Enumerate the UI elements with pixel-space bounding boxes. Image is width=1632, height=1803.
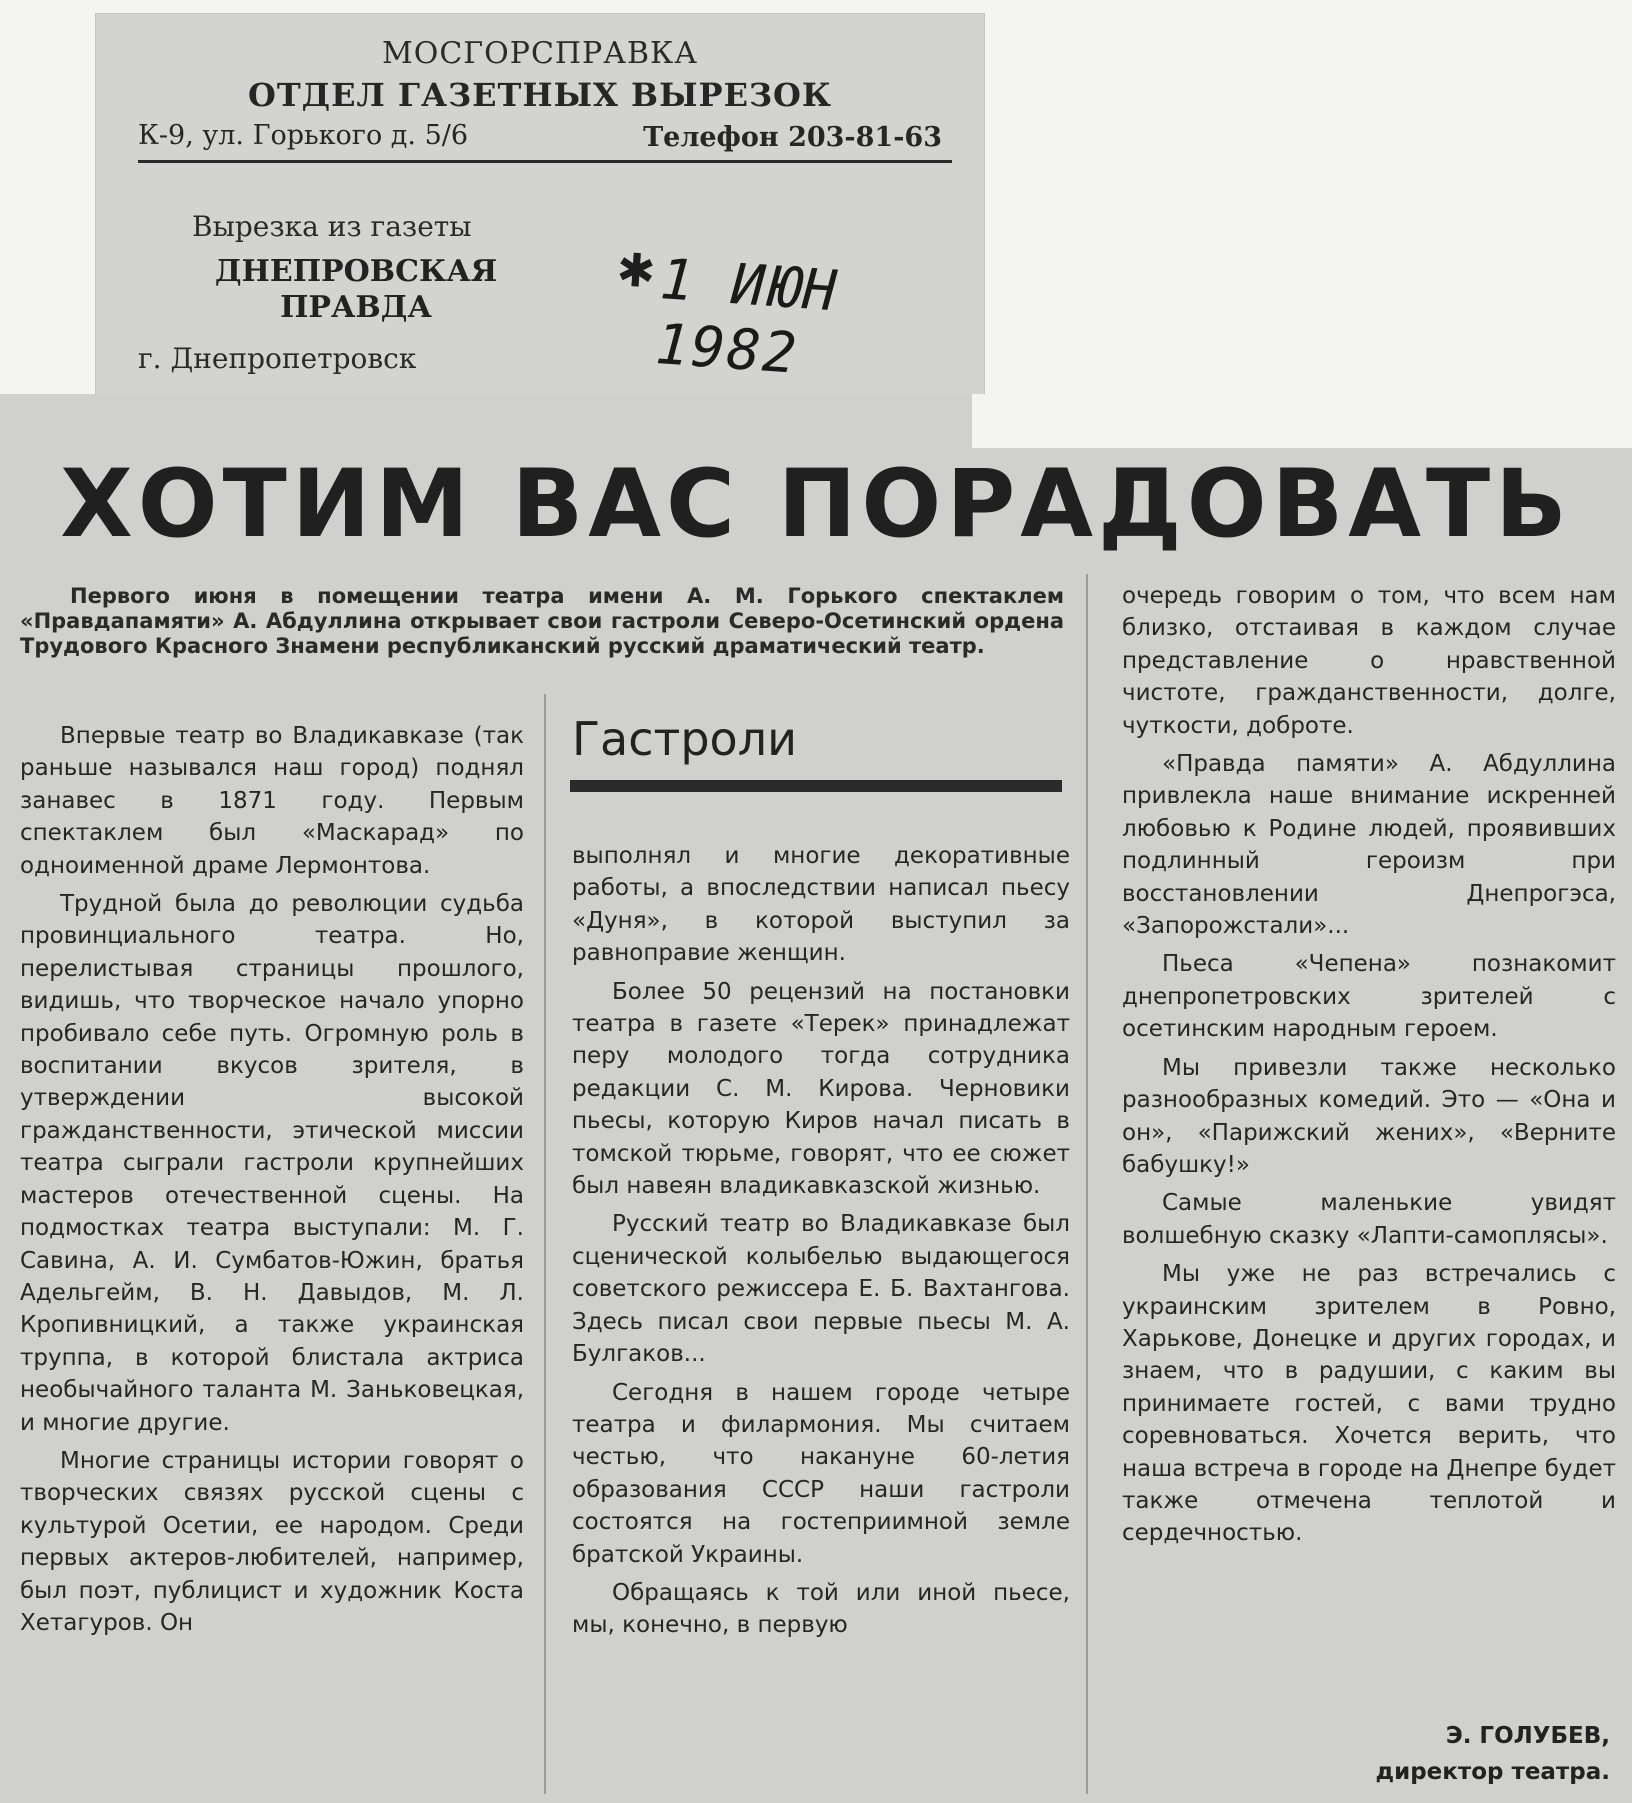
rubric-bar — [570, 780, 1062, 792]
paragraph: Пьеса «Чепена» познакомит днепропетровских зрителей с осетинским народным героем. — [1122, 951, 1616, 1043]
label-newspaper: ДНЕПРОВСКАЯ ПРАВДА — [214, 254, 498, 325]
paragraph: Впервые театр во Владикавказе (так раньше назывался наш город) поднял занавес в 1871 году. Первым спектаклем был «Маскарад» по одноименной драме Лермонтова. — [20, 723, 524, 879]
paragraph: Многие страницы истории говорят о творческих связях русской сцены с культурой Осетии, ее народом. Среди первых актеров-любителей, например, был поэт, публицист и художник Коста Хетагуров. Он — [20, 1447, 524, 1636]
paragraph: Сегодня в нашем городе четыре театра и филармония. Мы считаем честью, что накануне 60-летия образования СССР наши гастроли состоятся на гостеприимной земле братской Украины. — [572, 1379, 1070, 1568]
label-slip — [96, 14, 984, 394]
author-title: директор театра. — [1375, 1759, 1610, 1785]
star-icon: ✱ — [614, 242, 658, 299]
paragraph: Обращаясь к той или иной пьесе, мы, конечно, в первую — [572, 1579, 1070, 1639]
rubric-title: Гастроли — [572, 712, 797, 766]
article-column-1 — [20, 720, 524, 1645]
column-divider — [1086, 574, 1088, 1794]
stamp-date: 1 ИЮН 1982 — [653, 247, 841, 387]
label-address: К-9, ул. Горького д. 5/6 — [138, 120, 469, 151]
clipping-notch — [972, 394, 1632, 448]
article-signature — [1376, 1718, 1610, 1790]
paragraph: Более 50 рецензий на постановки театра в газете «Терек» принадлежат перу молодого тогда сотрудника редакции С. М. Кирова. Черновики пьесы, которую Киров начал писать в томской тюрьме, говорят, что ее сюжет был навеян владикавказской жизнью. — [572, 978, 1070, 1200]
paragraph: Русский театр во Владикавказе был сценической колыбелью выдающегося советского режиссера Е. Б. Вахтангова. Здесь писал свои первые пьесы М. А. Булгаков... — [572, 1211, 1070, 1368]
article-headline: ХОТИМ ВАС ПОРАДОВАТЬ — [60, 450, 1572, 559]
label-department: ОТДЕЛ ГАЗЕТНЫХ ВЫРЕЗОК — [247, 76, 833, 114]
label-cut-from: Вырезка из газеты — [192, 210, 472, 243]
author-name: Э. ГОЛУБЕВ, — [1445, 1723, 1610, 1749]
label-city: г. Днепропетровск — [138, 342, 417, 375]
paragraph: Самые маленькие увидят волшебную сказку «Лапти-самоплясы». — [1122, 1190, 1616, 1249]
label-divider — [138, 160, 952, 163]
column-divider — [544, 694, 546, 1794]
article-column-3 — [1122, 580, 1616, 1556]
paragraph: Мы уже не раз встречались с украинским зрителем в Ровно, Харькове, Донецке и других городах, и знаем, что в радушии, с каким вы принимаете гостей, с вами трудно соревноваться. Хочется верить, что наша встреча в городе на Днепре будет также отмечена теплотой и сердечностью. — [1122, 1261, 1616, 1547]
paragraph: Мы привезли также несколько разнообразных комедий. Это — «Она и он», «Парижский жених», «Верните бабушку!» — [1122, 1054, 1616, 1178]
paragraph: очередь говорим о том, что всем нам близко, отстаивая в каждом случае представление о нравственной чистоте, гражданственности, долге, чуткости, доброте. — [1122, 583, 1616, 739]
paragraph: выполнял и многие декоративные работы, а впоследствии написал пьесу «Дуня», в которой выступил за равноправие женщин. — [572, 843, 1070, 967]
paragraph: «Правда памяти» А. Абдуллина привлекла наше внимание искренней любовью к Родине людей, проявивших подлинный героизм при восстановлении Днепрогэса, «Запорожстали»... — [1122, 751, 1616, 940]
article-lead: Первого июня в помещении театра имени А. М. Горького спектаклем «Правдапамяти» А. Абдуллина открывает свои гастроли Северо-Осетинский ордена Трудового Красного Знамени республиканский русский драматический театр. — [20, 584, 1064, 658]
article-column-2 — [572, 840, 1070, 1648]
label-org: МОСГОРСПРАВКА — [382, 36, 698, 71]
paragraph: Трудной была до революции судьба провинциального театра. Но, перелистывая страницы прошлого, видишь, что творческое начало упорно пробивало себе путь. Огромную роль в воспитании вкусов зрителя, в утверждении высокой гражданственности, этической миссии театра сыграли гастроли крупнейших мастеров отечественной сцены. На подмостках театра выступали: М. Г. Савина, А. И. Сумбатов-Южин, братья Адельгейм, В. Н. Давыдов, М. Л. Кропивницкий, а также украинская труппа, в которой блистала актриса необычайного таланта М. Заньковецкая, и многие другие. — [20, 891, 524, 1436]
label-phone: Телефон 203-81-63 — [643, 122, 942, 153]
date-stamp — [613, 236, 978, 387]
newspaper-clipping — [0, 394, 1632, 1803]
